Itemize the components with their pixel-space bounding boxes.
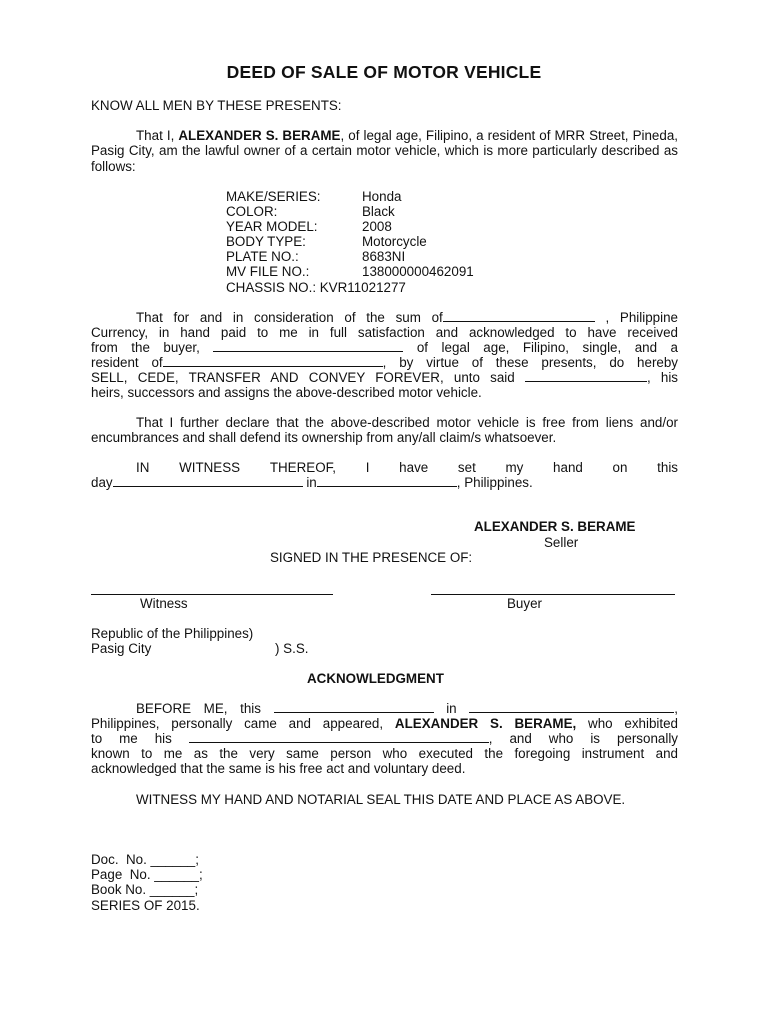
venue-city: Pasig City: [91, 641, 152, 656]
consideration-line-3: from the buyer, of legal age, Filipino, single, and a: [91, 340, 678, 355]
opening-line: KNOW ALL MEN BY THESE PRESENTS:: [91, 98, 342, 113]
ack-line-1: BEFORE ME, this in ,: [136, 701, 678, 716]
notarial-details: [91, 852, 203, 913]
paragraph-liens: That I further declare that the above-described motor vehicle is free from liens and/or encumbrances and shall defend its ownership from any/all claim/s whatsoever.: [91, 415, 678, 446]
consideration-line-5: SELL, CEDE, TRANSFER AND CONVEY FOREVER, unto said , his: [91, 370, 678, 385]
buyer-signature-line: [431, 594, 675, 595]
ack-line-2: Philippines, personally came and appeared, ALEXANDER S. BERAME, who exhibited: [91, 716, 678, 731]
ack-line-3: to me his , and who is personally: [91, 731, 678, 746]
consideration-line-1: That for and in consideration of the sum of , Philippine: [136, 310, 678, 325]
witness-line-2: day in , Philippines.: [91, 475, 533, 490]
vehicle-details: [226, 189, 474, 295]
vehicle-row: PLATE NO.: 8683NI: [226, 249, 406, 265]
paragraph-ownership: That I, ALEXANDER S. BERAME, of legal age, Filipino, a resident of MRR Street, Pineda, Pasig City, am the lawful owner of a certain motor vehicle, which is more particularly described as follows:: [91, 128, 678, 174]
vehicle-row: COLOR: Black: [226, 204, 395, 220]
ack-line-4: known to me as the very same person who executed the foregoing instrument and: [91, 746, 678, 761]
vehicle-row: YEAR MODEL: 2008: [226, 219, 392, 235]
seller-name: ALEXANDER S. BERAME: [178, 128, 341, 143]
consideration-line-2: Currency, in hand paid to me in full satisfaction and acknowledged to have received: [91, 325, 678, 340]
witness-label: Witness: [140, 596, 188, 611]
book-no: Book No. ______;: [91, 882, 199, 898]
venue-ss: ) S.S.: [275, 641, 309, 656]
vehicle-row: BODY TYPE: Motorcycle: [226, 234, 427, 250]
doc-no: Doc. No. ______;: [91, 852, 199, 867]
seller-label: Seller: [544, 535, 579, 550]
consideration-line-6: heirs, successors and assigns the above-described motor vehicle.: [91, 385, 482, 400]
witness-signature-line: [91, 594, 333, 595]
vehicle-row: MAKE/SERIES: Honda: [226, 189, 402, 204]
ack-paragraph-seal: WITNESS MY HAND AND NOTARIAL SEAL THIS DATE AND PLACE AS ABOVE.: [136, 792, 626, 807]
acknowledgment-heading: ACKNOWLEDGMENT: [307, 671, 444, 686]
buyer-label: Buyer: [507, 596, 542, 611]
document-title: DEED OF SALE OF MOTOR VEHICLE: [226, 62, 542, 82]
page-no: Page No. ______;: [91, 867, 203, 883]
vehicle-row-chassis: CHASSIS NO.: KVR11021277: [226, 279, 406, 295]
witness-line-1: IN WITNESS THEREOF, I have set my hand on this: [136, 460, 678, 475]
venue-republic: Republic of the Philippines): [91, 626, 254, 641]
consideration-line-4: resident of , by virtue of these presents, do hereby: [91, 355, 678, 370]
ack-line-5: acknowledged that the same is his free act and voluntary deed.: [91, 761, 466, 776]
series: SERIES OF 2015.: [91, 897, 200, 913]
seller-signature-name: ALEXANDER S. BERAME: [474, 519, 636, 534]
vehicle-row: MV FILE NO.: 138000000462091: [226, 264, 474, 280]
presence-label: SIGNED IN THE PRESENCE OF:: [270, 550, 473, 565]
